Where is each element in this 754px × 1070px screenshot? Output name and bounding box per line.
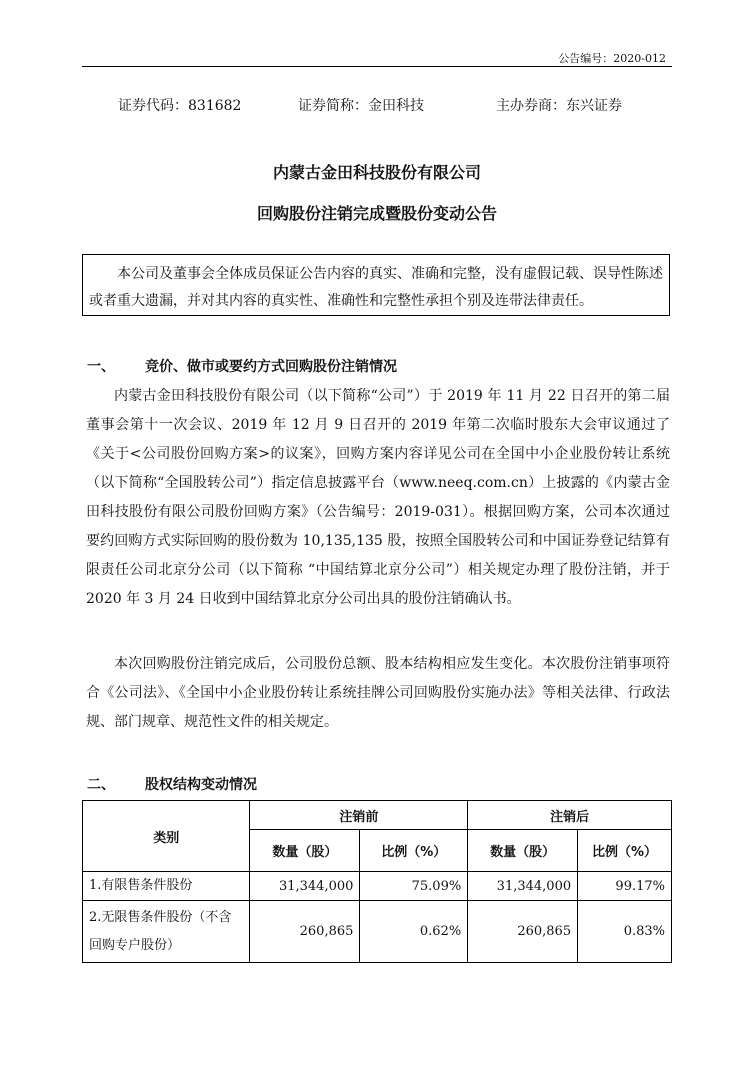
after-ratio-header: 比例（%） xyxy=(578,830,672,872)
table-header-row-1 xyxy=(83,801,672,830)
row-before-ratio: 75.09% xyxy=(360,872,468,901)
row-before-ratio: 0.62% xyxy=(360,901,468,963)
row-category: 1.有限售条件股份 xyxy=(83,872,250,901)
section-1-title: 竞价、做市或要约方式回购股份注销情况 xyxy=(145,359,397,375)
row-after-ratio: 99.17% xyxy=(578,872,672,901)
section-2-title: 股权结构变动情况 xyxy=(145,777,257,793)
row-category: 2.无限售条件股份（不含回购专户股份） xyxy=(83,901,250,963)
disclaimer-box xyxy=(82,254,670,316)
row-after-qty: 31,344,000 xyxy=(468,872,578,901)
announcement-title: 回购股份注销完成暨股份变动公告 xyxy=(256,204,497,223)
section-1-number: 一、 xyxy=(87,359,115,375)
section-2-heading xyxy=(87,774,257,794)
disclaimer-text: 本公司及董事会全体成员保证公告内容的真实、准确和完整，没有虚假记载、误导性陈述或者重大遗漏，并对其内容的真实性、准确性和完整性承担个别及连带法律责任。 xyxy=(89,266,663,309)
sponsor-broker: 主办券商：东兴证券 xyxy=(496,98,622,114)
table-row xyxy=(83,901,672,963)
section-2-number: 二、 xyxy=(87,777,115,793)
section-1-paragraph-2: 本次回购股份注销完成后，公司股份总额、股本结构相应发生变化。本次股份注销事项符合《公司法》、《全国中小企业股份转让系统挂牌公司回购股份实施办法》等相关法律、行政法规、部门规章、规范性文件的相关规定。 xyxy=(86,656,670,730)
before-cancellation-header: 注销前 xyxy=(250,801,468,830)
category-header: 类别 xyxy=(83,801,250,872)
row-after-qty: 260,865 xyxy=(468,901,578,963)
row-before-qty: 260,865 xyxy=(250,901,360,963)
after-qty-header: 数量（股） xyxy=(468,830,578,872)
row-before-qty: 31,344,000 xyxy=(250,872,360,901)
before-ratio-header: 比例（%） xyxy=(360,830,468,872)
table-row xyxy=(83,872,672,901)
company-title: 内蒙古金田科技股份有限公司 xyxy=(272,163,481,182)
announcement-number: 公告编号：2020-012 xyxy=(558,52,666,65)
security-info-line xyxy=(118,95,622,115)
stock-short-name: 证券简称：金田科技 xyxy=(298,98,424,114)
section-1-paragraph-1: 内蒙古金田科技股份有限公司（以下简称“公司”）于 2019 年 11 月 22 日召开的第二届董事会第十一次会议、2019 年 12 月 9 日召开的 2019 年第二次临时股东大会审议通过了《关于<公司股份回购方案>的议案》，回购方案内容详见公司在全国中小企业股份转让系统（以下简称“全国股转公司”）指定信息披露平台（www.neeq.com.cn）上披露的《内蒙古金田科技股份有限公司股份回购方案》（公告编号：2019-031）。根据回购方案，公司本次通过要约回购方式实际回购的股份数为 10,135,135 股，按照全国股转公司和中国证券登记结算有限责任公司北京分公司（以下简称 “中国结算北京分公司”）相关规定办理了股份注销，并于 2020 年 3 月 24 日收到中国结算北京分公司出具的股份注销确认书。 xyxy=(86,388,670,607)
before-qty-header: 数量（股） xyxy=(250,830,360,872)
after-cancellation-header: 注销后 xyxy=(468,801,672,830)
row-after-ratio: 0.83% xyxy=(578,901,672,963)
share-structure-table xyxy=(82,800,672,963)
stock-code: 证券代码：831682 xyxy=(118,98,242,114)
header-rule xyxy=(82,66,672,67)
section-1-heading xyxy=(87,356,397,376)
